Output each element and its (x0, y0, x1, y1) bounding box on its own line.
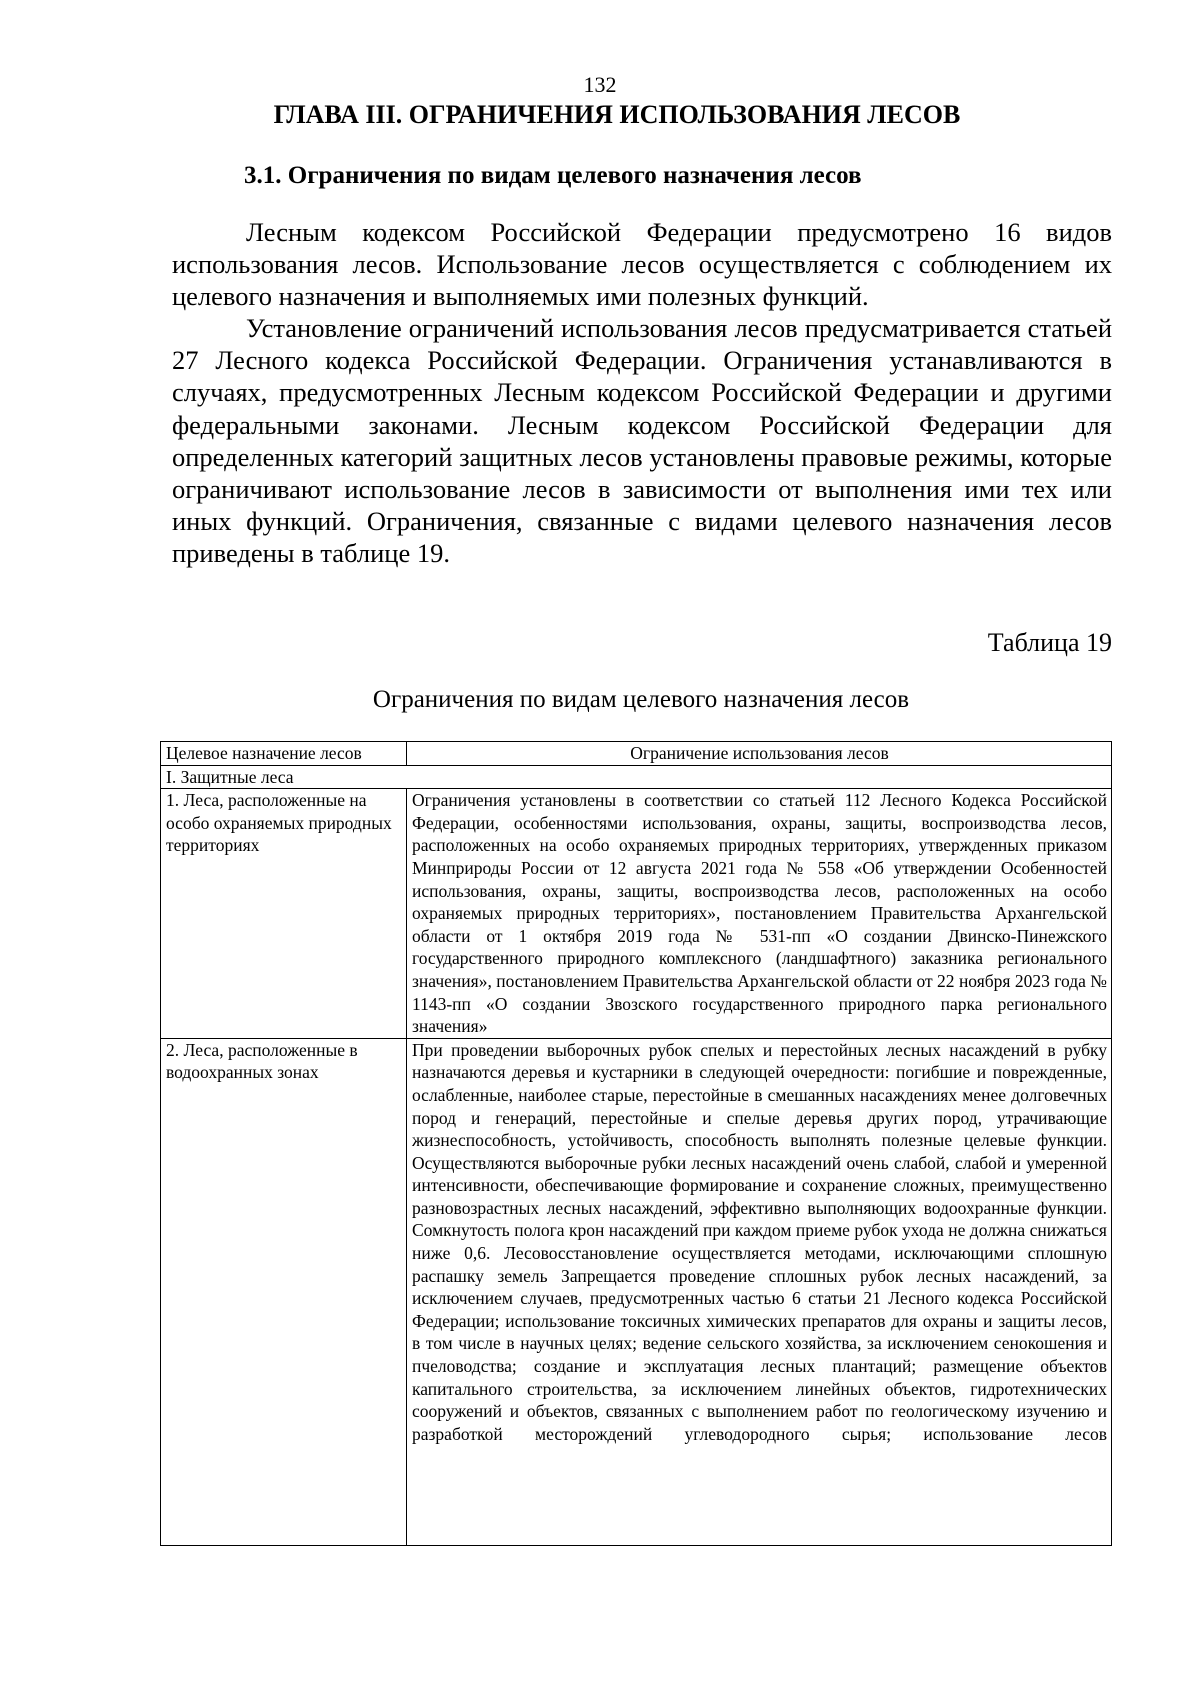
table-row (161, 1038, 1112, 1545)
paragraph-restrictions: Установление ограничений использования лесов предусматривается статьей 27 Лесного кодекса Российской Федерации. Ограничения устанавливаются в случаях, предусмотренных Лесным кодексом Российской Федерации и другими федеральными законами. Лесным кодексом Российской Федерации для определенных категорий защитных лесов установлены правовые режимы, которые ограничивают использование лесов в зависимости от выполнения ими тех или иных функций. Ограничения, связанные с видами целевого назначения лесов приведены в таблице 19. (172, 313, 1112, 569)
row-purpose: 1. Леса, расположенные на особо охраняемых природных территориях (161, 789, 407, 1039)
section-title: 3.1. Ограничения по видам целевого назначения лесов (244, 162, 862, 189)
group-label: I. Защитные леса (161, 765, 1112, 789)
row-restriction: При проведении выборочных рубок спелых и перестойных лесных насаждений в рубку назначаются деревья и кустарники в следующей очередности: погибшие и поврежденные, ослабленные, наиболее старые, перестойные в смешанных насаждениях менее долговечных пород и генераций, перестойные и спелые деревья других пород, утрачивающие жизнеспособность, устойчивость, способность выполнять полезные целевые функции. Осуществляются выборочные рубки лесных насаждений очень слабой, слабой и умеренной интенсивности, обеспечивающие формирование и сохранение сложных, преимущественно разновозрастных лесных насаждений, эффективно выполняющих водоохранные функции. Сомкнутость полога крон насаждений при каждом приеме рубок ухода не должна снижаться ниже 0,6. Лесовосстановление осуществляется методами, исключающими сплошную распашку земель Запрещается проведение сплошных рубок лесных насаждений, за исключением случаев, предусмотренных частью 6 статьи 21 Лесного кодекса Российской Федерации; использование токсичных химических препаратов для охраны и защиты лесов, в том числе в научных целях; ведение сельского хозяйства, за исключением сенокошения и пчеловодства; создание и эксплуатация лесных плантаций; размещение объектов капитального строительства, за исключением линейных объектов, гидротехнических сооружений и объектов, связанных с выполнением работ по геологическому изучению и разработкой месторождений углеводородного сырья; использование лесов (407, 1038, 1112, 1545)
paragraph-intro: Лесным кодексом Российской Федерации предусмотрено 16 видов использования лесов. Использование лесов осуществляется с соблюдением их целевого назначения и выполняемых ими полезных функций. (172, 217, 1112, 312)
table-title: Ограничения по видам целевого назначения лесов (372, 686, 910, 713)
table-row (161, 789, 1112, 1039)
table-header-row (161, 742, 1112, 766)
page-number: 132 (583, 72, 617, 97)
table-group-row (161, 765, 1112, 789)
header-restriction: Ограничение использования лесов (407, 742, 1112, 766)
header-purpose: Целевое назначение лесов (161, 742, 407, 766)
restrictions-table (160, 741, 1112, 1546)
row-purpose: 2. Леса, расположенные в водоохранных зонах (161, 1038, 407, 1545)
row-restriction: Ограничения установлены в соответствии со статьей 112 Лесного Кодекса Российской Федерации, особенностями использования, охраны, защиты, воспроизводства лесов, расположенных на особо охраняемых природных территориях, утвержденных приказом Минприроды России от 12 августа 2021 года № 558 «Об утверждении Особенностей использования, охраны, защиты, воспроизводства лесов, расположенных на особо охраняемых природных территориях», постановлением Правительства Архангельской области от 1 октября 2019 года № 531-пп «О создании Двинско-Пинежского государственного природного комплексного (ландшафтного) заказника регионального значения», постановлением Правительства Архангельской области от 22 ноября 2023 года № 1143-пп «О создании Звозского государственного природного парка регионального значения» (407, 789, 1112, 1039)
table-label: Таблица 19 (987, 628, 1112, 657)
chapter-title: ГЛАВА III. ОГРАНИЧЕНИЯ ИСПОЛЬЗОВАНИЯ ЛЕСОВ (273, 100, 961, 129)
